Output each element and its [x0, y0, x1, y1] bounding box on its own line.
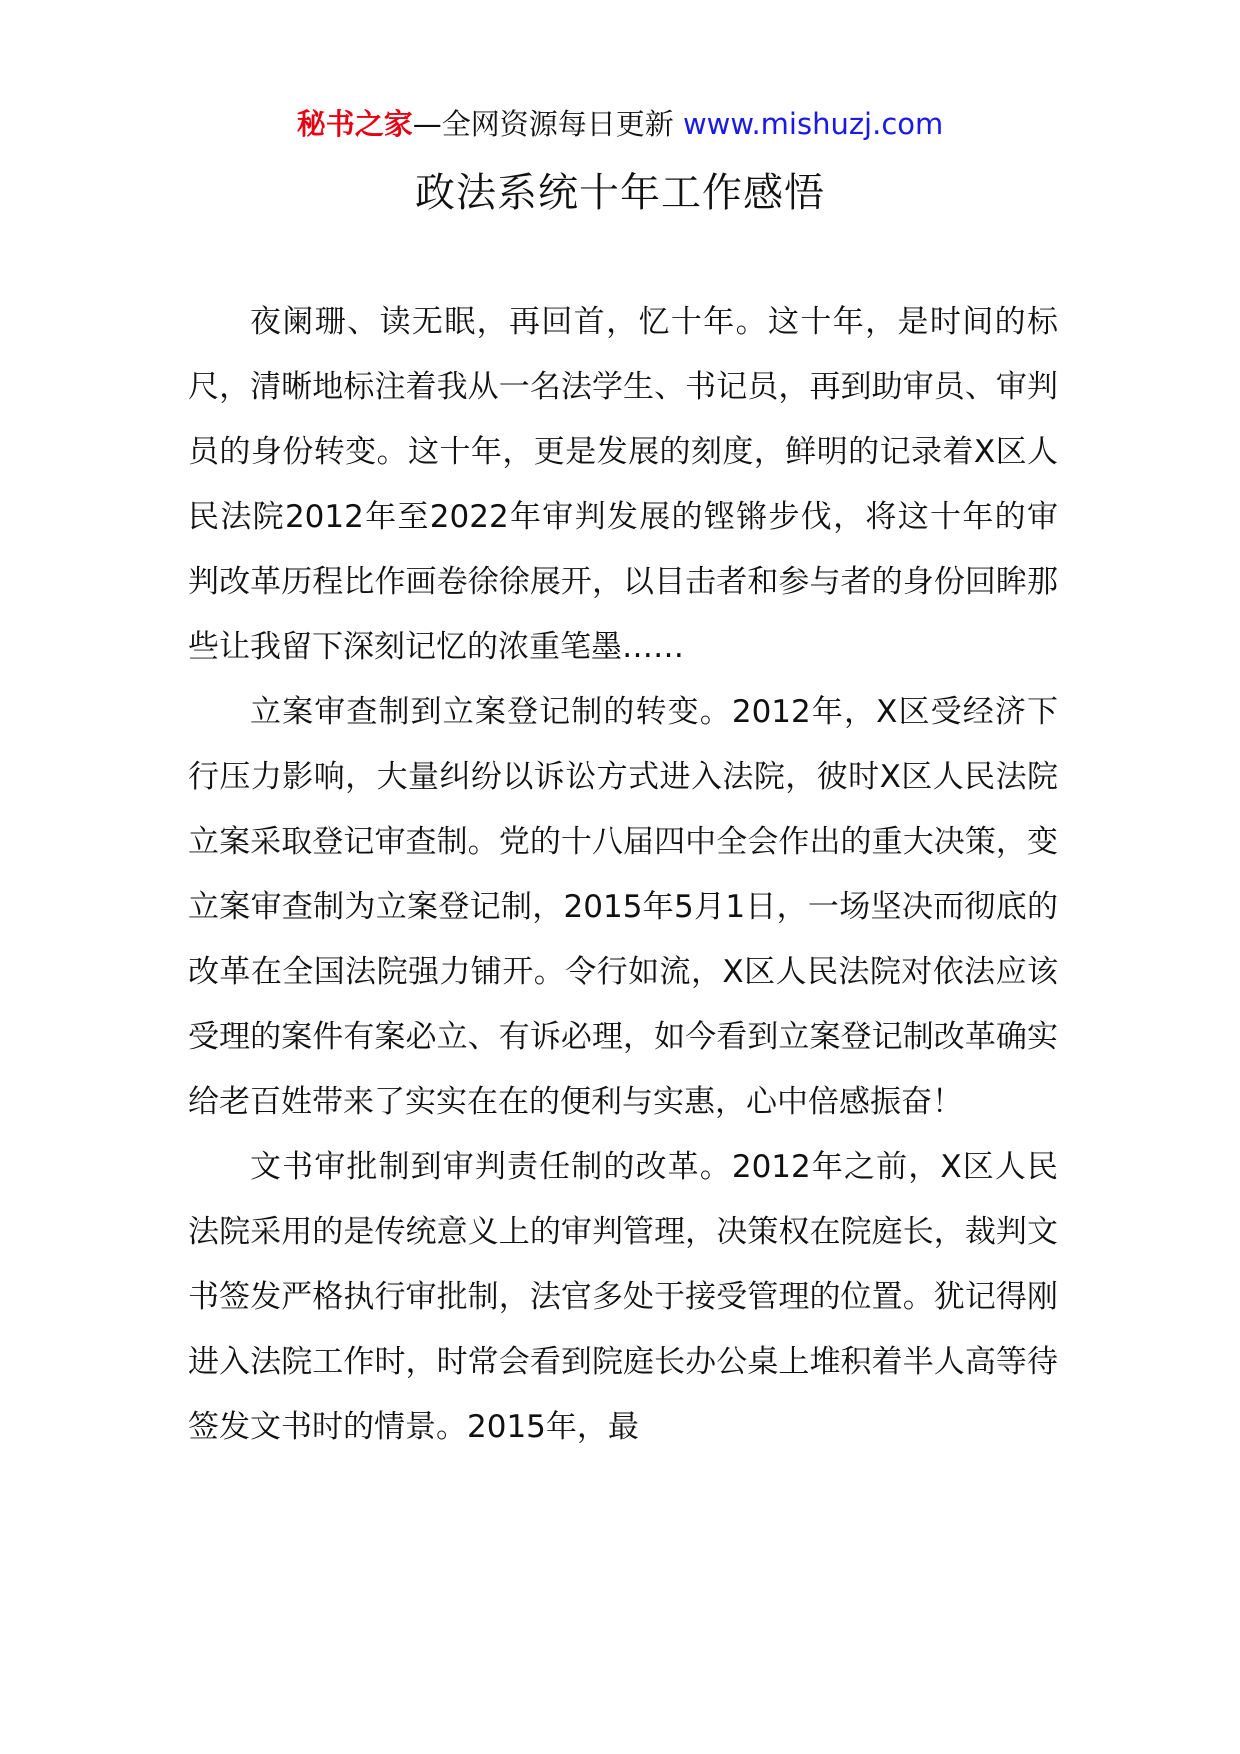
document-body — [188, 290, 1058, 1460]
header-slogan: —全网资源每日更新 — [412, 107, 683, 141]
paragraph-intro: 夜阑珊、读无眠，再回首，忆十年。这十年，是时间的标尺，清晰地标注着我从一名法学生、书记员，再到助审员、审判员的身份转变。这十年，更是发展的刻度，鲜明的记录着X区人民法院2012年至2022年审判发展的铿锵步伐，将这十年的审判改革历程比作画卷徐徐展开，以目击者和参与者的身份回眸那些让我留下深刻记忆的浓重笔墨…… — [188, 304, 1058, 665]
paragraph-judicial-responsibility: 文书审批制到审判责任制的改革。2012年之前，X区人民法院采用的是传统意义上的审判管理，决策权在院庭长，裁判文书签发严格执行审批制，法官多处于接受管理的位置。犹记得刚进入法院工作时，时常会看到院庭长办公桌上堆积着半人高等待签发文书时的情景。2015年，最 — [188, 1149, 1058, 1445]
paragraph-case-registration: 立案审查制到立案登记制的转变。2012年，X区受经济下行压力影响，大量纠纷以诉讼方式进入法院，彼时X区人民法院立案采取登记审查制。党的十八届四中全会作出的重大决策，变立案审查制为立案登记制，2015年5月1日，一场坚决而彻底的改革在全国法院强力铺开。令行如流，X区人民法院对依法应该受理的案件有案必立、有诉必理，如今看到立案登记制改革确实给老百姓带来了实实在在的便利与实惠，心中倍感振奋！ — [188, 694, 1058, 1120]
brand-name: 秘书之家 — [296, 107, 413, 141]
site-url-link[interactable]: www.mishuzj.com — [682, 107, 944, 141]
document-title: 政法系统十年工作感悟 — [415, 170, 825, 216]
site-header — [0, 104, 1240, 144]
